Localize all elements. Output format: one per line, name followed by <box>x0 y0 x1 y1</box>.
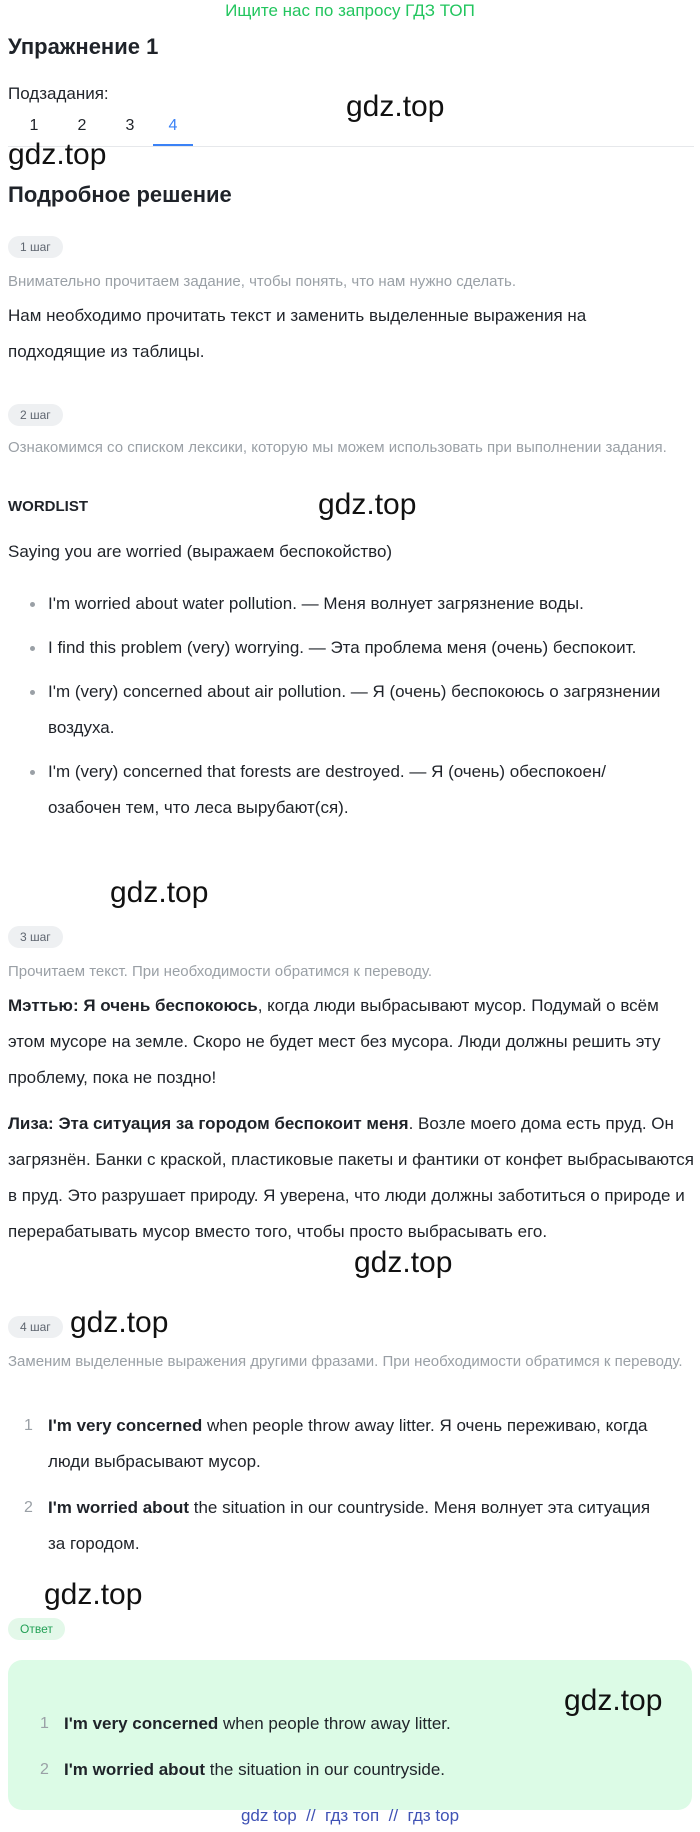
item-number: 1 <box>40 1715 49 1732</box>
item-number: 2 <box>24 1499 33 1516</box>
watermark: gdz.top <box>318 488 417 521</box>
watermark: gdz.top <box>8 138 107 171</box>
list-item-text: I'm (very) concerned about air pollution. — Я (очень) беспокоюсь о загрязнении воздуха. <box>48 682 661 737</box>
highlighted-phrase: I'm worried about <box>64 1760 205 1779</box>
tab-3[interactable]: 3 <box>125 117 135 134</box>
lisa-paragraph <box>8 1106 694 1250</box>
step-4-badge <box>8 1316 63 1338</box>
step-badge: 4 шаг <box>8 1316 63 1338</box>
watermark: gdz.top <box>70 1306 169 1339</box>
list-item <box>24 1752 584 1788</box>
wordlist-subtitle: Saying you are worried (выражаем беспокойство) <box>8 542 393 561</box>
answer-box <box>8 1660 692 1810</box>
tab-2[interactable]: 2 <box>77 117 87 134</box>
step-badge: 1 шаг <box>8 236 63 258</box>
step-1-text: Нам необходимо прочитать текст и заменить выделенные выражения на подходящие из таблицы. <box>8 306 587 361</box>
highlighted-phrase: Мэттью: Я очень беспокоюсь <box>8 996 258 1015</box>
answer-list <box>24 1706 584 1798</box>
list-item <box>24 1706 584 1742</box>
highlighted-phrase: I'm worried about <box>48 1498 189 1517</box>
paragraph-text: , когда люди выбрасывают мусор. Подумай о всём этом мусоре на земле. Скоро не будет мест без мусора. Люди должны решить эту проблему, пока не поздно! <box>8 996 661 1087</box>
list-item-text: I'm (very) concerned that forests are destroyed. — Я (очень) обеспокоен/ озабочен тем, что леса вырубают(ся). <box>48 762 607 817</box>
step-1-hint: Внимательно прочитаем задание, чтобы понять, что нам нужно сделать. <box>8 273 517 290</box>
list-item <box>8 630 668 666</box>
list-item <box>8 754 668 826</box>
list-item <box>8 674 668 746</box>
item-number: 2 <box>40 1761 49 1778</box>
footer-links[interactable]: gdz top // гдз топ // гдз top <box>240 1806 460 1825</box>
item-text: the situation in our countryside. <box>205 1760 446 1779</box>
page-title: Упражнение 1 <box>8 34 159 59</box>
watermark: gdz.top <box>354 1246 453 1279</box>
tab-4[interactable]: 4 <box>153 112 193 146</box>
list-item <box>8 1490 668 1562</box>
step-4-list <box>8 1408 668 1572</box>
search-banner[interactable]: Ищите нас по запросу ГДЗ ТОП <box>225 1 475 20</box>
item-text: the situation in our countryside. Меня волнует эта ситуация за городом. <box>48 1498 651 1553</box>
watermark: gdz.top <box>346 90 445 123</box>
item-text: when people throw away litter. Я очень переживаю, когда люди выбрасывают мусор. <box>48 1416 648 1471</box>
step-3-hint: Прочитаем текст. При необходимости обратимся к переводу. <box>8 963 433 980</box>
step-4-hint: Заменим выделенные выражения другими фразами. При необходимости обратимся к переводу. <box>8 1353 683 1370</box>
list-item-text: I'm worried about water pollution. — Меня волнует загрязнение воды. <box>48 594 584 613</box>
watermark: gdz.top <box>110 876 209 909</box>
step-1-badge <box>8 236 63 258</box>
highlighted-phrase: I'm very concerned <box>64 1714 219 1733</box>
highlighted-phrase: I'm very concerned <box>48 1416 203 1435</box>
answer-badge-wrap <box>8 1618 65 1640</box>
step-2-hint: Ознакомимся со списком лексики, которую мы можем использовать при выполнении задания. <box>8 439 667 456</box>
highlighted-phrase: Лиза: Эта ситуация за городом беспокоит меня <box>8 1114 409 1133</box>
answer-badge: Ответ <box>8 1618 65 1640</box>
watermark: gdz.top <box>44 1578 143 1611</box>
list-item <box>8 586 668 622</box>
step-badge: 3 шаг <box>8 926 63 948</box>
step-2-badge <box>8 404 63 426</box>
list-item-text: I find this problem (very) worrying. — Эта проблема меня (очень) беспокоит. <box>48 638 637 657</box>
wordlist <box>8 586 668 834</box>
step-3-badge <box>8 926 63 948</box>
subtasks-label: Подзадания: <box>8 84 109 103</box>
paragraph-text: . Возле моего дома есть пруд. Он загрязнён. Банки с краской, пластиковые пакеты и фантики от конфет выбрасываются в пруд. Это разрушает природу. Я уверена, что люди должны заботиться о природе и перерабатывать мусор вместо того, чтобы просто выбрасывать его. <box>8 1114 694 1241</box>
tab-1[interactable]: 1 <box>29 117 39 134</box>
matthew-paragraph <box>8 988 694 1096</box>
step-badge: 2 шаг <box>8 404 63 426</box>
wordlist-title: WORDLIST <box>8 498 88 515</box>
section-title: Подробное решение <box>8 182 232 207</box>
list-item <box>8 1408 668 1480</box>
watermark: gdz.top <box>564 1684 663 1717</box>
item-text: when people throw away litter. <box>218 1714 451 1733</box>
item-number: 1 <box>24 1417 33 1434</box>
